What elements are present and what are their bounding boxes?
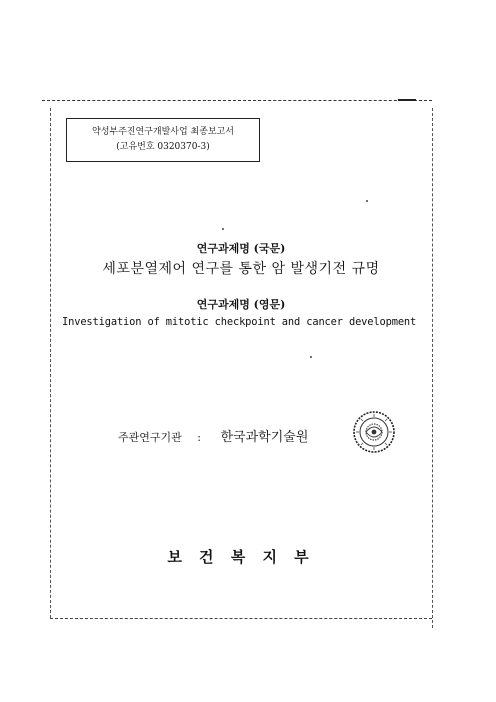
- ministry-name: 보 건 복 지 부: [167, 548, 315, 566]
- project-title-korean: 세포분열제어 연구를 통한 암 발생기전 규명: [102, 261, 380, 277]
- report-id: (고유번호 0320370-3): [116, 142, 210, 152]
- scan-speck: [222, 228, 224, 230]
- institution-label: 주관연구기관: [118, 431, 182, 444]
- report-type-box: [66, 118, 260, 162]
- report-type-label: 약성부주진연구개발사업 최종보고서: [92, 127, 234, 137]
- institution-colon: :: [197, 431, 201, 444]
- institution-row: [118, 426, 308, 445]
- project-title-label-english: 연구과제명 (영문): [196, 298, 286, 311]
- scan-speck: [310, 356, 312, 358]
- bottom-border: [50, 618, 432, 619]
- top-border-mark: [398, 99, 416, 101]
- institution-name: 한국과학기술원: [220, 430, 309, 445]
- right-border: [432, 108, 433, 628]
- left-border: [50, 108, 51, 618]
- project-title-english: Investigation of mitotic checkpoint and cancer development: [62, 316, 417, 328]
- project-title-label-korean: 연구과제명 (국문): [196, 242, 286, 255]
- scan-speck: [366, 200, 368, 202]
- official-seal-icon: [352, 410, 396, 454]
- top-border: [42, 100, 432, 101]
